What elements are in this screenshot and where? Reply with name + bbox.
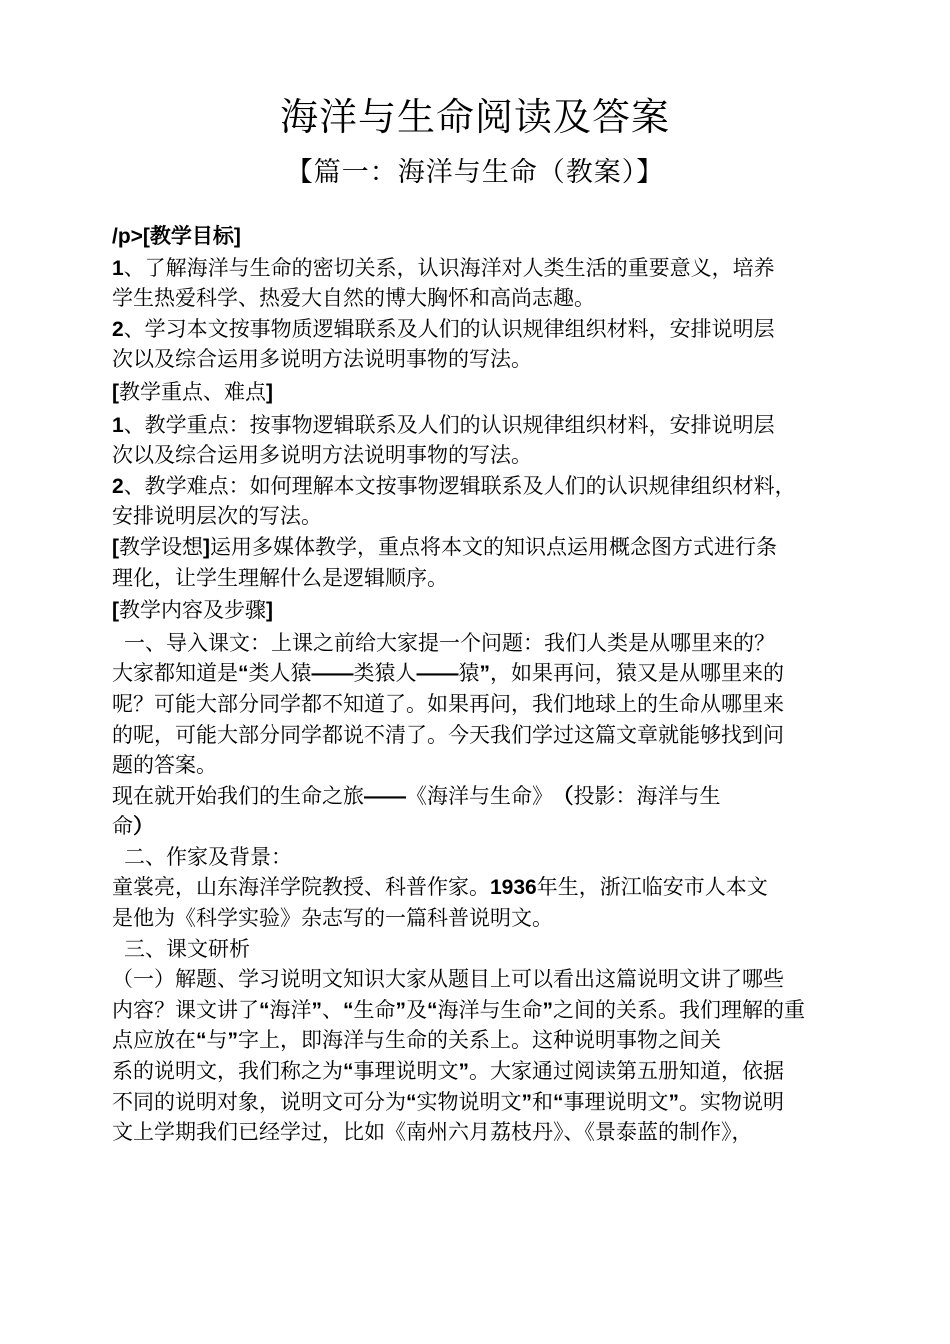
text-run: 生命: [353, 997, 396, 1022]
text-run: 。实物说明: [679, 1089, 784, 1114]
paragraph-line: 呢？可能大部分同学都不知道了。如果再问，我们地球上的生命从哪里来: [112, 691, 784, 716]
quote-mark: ”: [227, 1029, 238, 1053]
text-run: 事理说明文: [353, 1059, 459, 1084]
quote-mark: ”: [395, 998, 406, 1022]
quote-mark: ”: [479, 662, 490, 686]
text-run: 字上，即海洋与生命的关系上。这种说明事物之间关: [238, 1028, 721, 1053]
item-number: 2: [112, 474, 124, 498]
paragraph-line: 安排说明层次的写法。: [112, 504, 322, 529]
step-study-heading: 三、课文研析: [124, 936, 250, 961]
quote-mark: “: [238, 662, 249, 686]
paragraph-text: 运用多媒体教学，重点将本文的知识点运用概念图方式进行条: [210, 534, 777, 559]
item-number: 2: [112, 317, 124, 341]
quote-mark: “: [196, 1029, 207, 1053]
text-run: 《海洋与生命》: [406, 783, 553, 808]
section-heading-key-points: [112, 377, 864, 408]
item-number: 1: [112, 256, 124, 280]
text-run: 事理说明文: [563, 1089, 669, 1114]
text-run: 投影：海洋与生: [573, 783, 721, 808]
text-run: 大家都知道是: [112, 661, 238, 686]
text-run: 与: [206, 1028, 228, 1053]
text-run: 命: [112, 814, 133, 839]
paragraph-text: 、教学难点：如何理解本文按事物逻辑联系及人们的认识规律组织材料，: [123, 473, 796, 498]
heading-text: 教学内容及步骤: [119, 598, 266, 623]
quote-mark: ”: [542, 998, 553, 1022]
text-run: 实物说明文: [416, 1089, 522, 1114]
text-run: 类猿人: [353, 661, 417, 686]
quote-mark: “: [427, 998, 438, 1022]
paragraph-line: 次以及综合运用多说明方法说明事物的写法。: [112, 347, 532, 372]
text-run: 海洋: [269, 997, 312, 1022]
quote-mark: “: [553, 1090, 564, 1114]
bracket: ]: [266, 380, 273, 404]
document-body: [112, 220, 864, 1148]
step-intro-heading: 一、导入课文：上课之前给大家提一个问题：我们人类是从哪里来的？: [124, 630, 775, 655]
quote-mark: ”: [668, 1090, 679, 1114]
step-author-heading: 二、作家及背景：: [124, 844, 292, 869]
bracket: ]: [266, 599, 273, 623]
text-run: 之间的关系。我们理解的重: [553, 997, 805, 1022]
dash: ——: [416, 662, 459, 686]
paragraph-line: 理化，让学生理解什么是逻辑顺序。: [112, 565, 448, 590]
heading-text: 教学重点、难点: [119, 379, 266, 404]
paren: （: [563, 784, 574, 808]
heading-text: 教学设想: [119, 534, 203, 559]
quote-mark: ”: [311, 998, 322, 1022]
paragraph-text: 、学习本文按事物质逻辑联系及人们的认识规律组织材料，安排说明层: [123, 316, 775, 341]
paragraph-line: [112, 1087, 864, 1118]
paragraph-line: [112, 872, 864, 903]
text-run: 不同的说明对象，说明文可分为: [112, 1089, 406, 1114]
text-run: 系的说明文，我们称之为: [112, 1059, 343, 1084]
text-run: 。大家通过阅读第五册知道，依据: [469, 1059, 784, 1084]
paragraph-text: 、了解海洋与生命的密切关系，认识海洋对人类生活的重要意义，培养: [123, 255, 775, 280]
quote-mark: “: [406, 1090, 417, 1114]
paragraph-line: [112, 1025, 864, 1056]
key-point-item-1: [112, 410, 864, 441]
paragraph-line: 题的答案。: [112, 753, 217, 778]
paragraph-line: [112, 1056, 864, 1087]
bracket: [: [112, 599, 119, 623]
dash: ——: [364, 784, 406, 808]
paragraph-line: [112, 811, 864, 842]
text-run: 类人猿: [248, 661, 312, 686]
year: 1936: [490, 876, 537, 900]
section-design: [112, 532, 864, 563]
dash: ——: [311, 662, 354, 686]
paragraph-line: [112, 658, 864, 689]
paragraph-line: （一）解题、学习说明文知识大家从题目上可以看出这篇说明文讲了哪些: [112, 967, 784, 992]
quote-mark: “: [343, 1060, 354, 1084]
item-number: 1: [112, 413, 124, 437]
text-run: 点应放在: [112, 1028, 196, 1053]
paragraph-text: 、教学重点：按事物逻辑联系及人们的认识规律组织材料，安排说明层: [123, 412, 775, 437]
section-heading-steps: [112, 595, 864, 626]
paragraph-line: [112, 781, 864, 812]
text-run: 现在就开始我们的生命之旅: [112, 783, 364, 808]
bracket: [: [112, 535, 119, 559]
text-run: 及: [406, 997, 427, 1022]
paragraph-line: [112, 995, 864, 1026]
bracket: ]: [203, 535, 210, 559]
text-run: 、: [322, 997, 343, 1022]
section-heading-objectives: /p>[教学目标]: [112, 225, 241, 248]
objective-item-1: [112, 253, 864, 284]
paragraph-line: 次以及综合运用多说明方法说明事物的写法。: [112, 443, 532, 468]
bracket: [: [112, 380, 119, 404]
document-title: 海洋与生命阅读及答案: [279, 95, 670, 139]
objective-item-2: [112, 314, 864, 345]
paragraph-line: 的呢，可能大部分同学都说不清了。今天我们学过这篇文章就能够找到问: [112, 722, 784, 747]
paragraph-line: 文上学期我们已经学过，比如《南州六月荔枝丹》、《景泰蓝的制作》，: [112, 1120, 753, 1145]
quote-mark: “: [343, 998, 354, 1022]
text-run: 和: [532, 1089, 553, 1114]
paragraph-line: 学生热爱科学、热爱大自然的博大胸怀和高尚志趣。: [112, 286, 595, 311]
document-subtitle: 【篇一：海洋与生命（教案）】: [285, 157, 665, 188]
paragraph-line: 是他为《科学实验》杂志写的一篇科普说明文。: [112, 906, 553, 931]
text-run: 年生，浙江临安市人本文: [536, 875, 768, 900]
quote-mark: ”: [521, 1090, 532, 1114]
text-run: 童裳亮，山东海洋学院教授、科普作家。: [112, 875, 490, 900]
text-run: 海洋与生命: [437, 997, 543, 1022]
text-run: 猿: [458, 661, 480, 686]
quote-mark: “: [259, 998, 270, 1022]
quote-mark: ”: [458, 1060, 469, 1084]
paren: ）: [133, 815, 154, 839]
key-point-item-2: [112, 471, 864, 502]
text-run: ，如果再问，猿又是从哪里来的: [490, 661, 784, 686]
text-run: 内容？课文讲了: [112, 997, 259, 1022]
